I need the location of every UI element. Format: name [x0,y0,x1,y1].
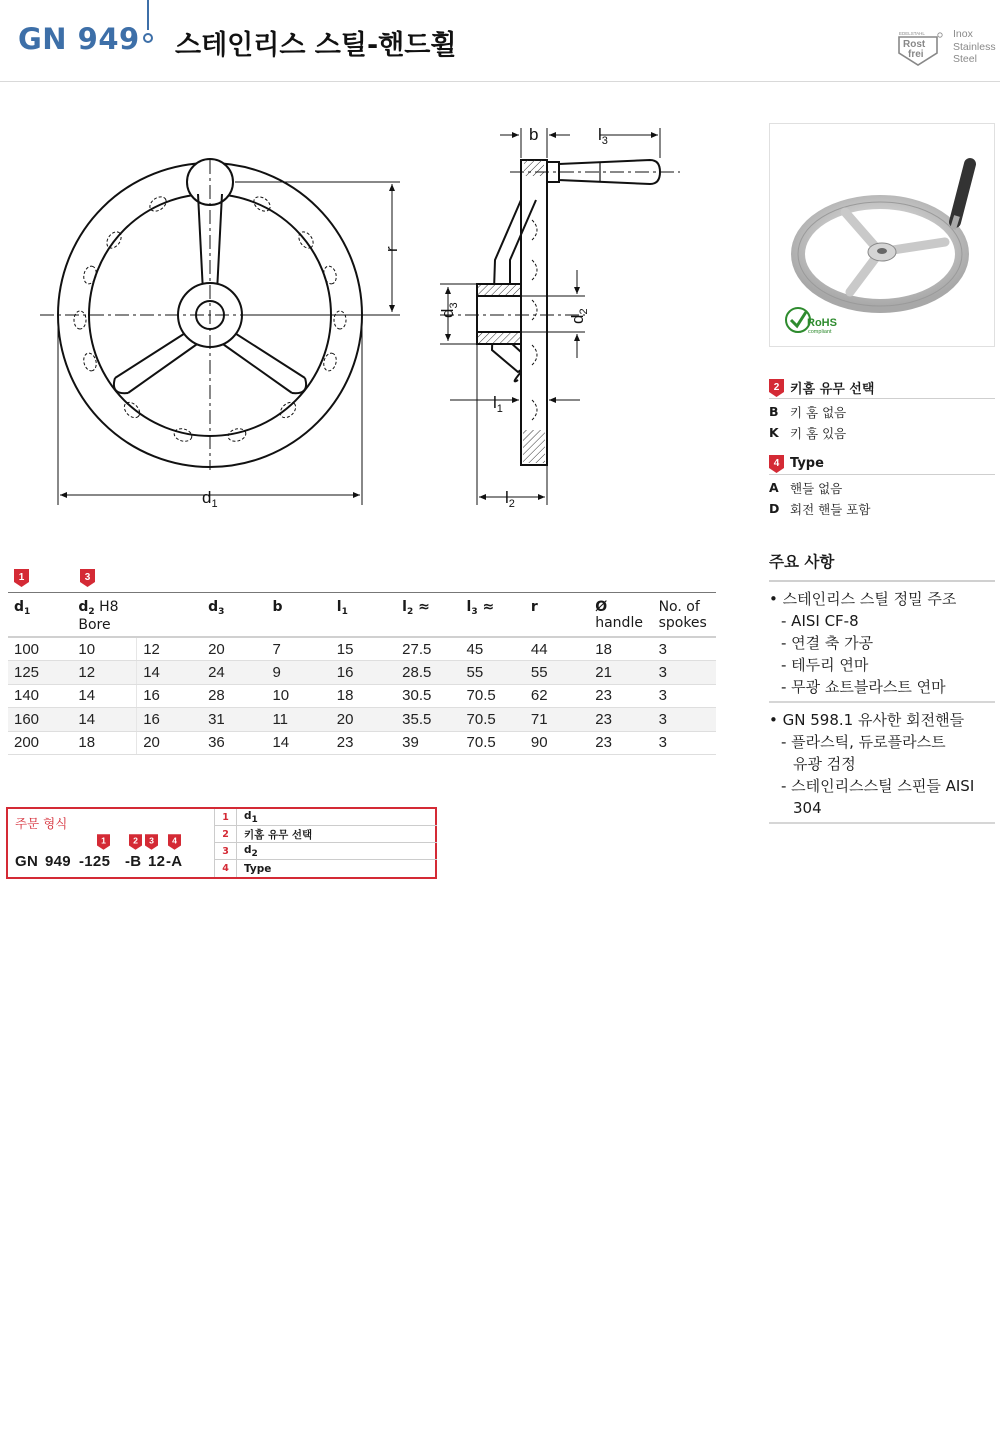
marker-number: 1 [18,572,25,583]
table-cell: 18 [589,637,652,661]
wheel-side-view [477,160,660,465]
option-key: D [769,501,780,516]
marker-number: 4 [773,457,780,469]
table-cell: 55 [461,661,525,685]
table-cell: 18 [72,731,136,755]
order-legend [214,809,437,877]
dim-l2-letter: l [505,488,509,507]
table-cell: 23 [331,731,396,755]
order-format-label: 주문 형식 [15,816,68,831]
table-cell: 70.5 [461,731,525,755]
table-cell: 100 [8,637,72,661]
dim-l2-sub: 2 [508,498,515,510]
order-code-part: 12 [148,853,166,870]
table-cell: 39 [396,731,460,755]
key-point-sub: - AISI CF-8 [781,612,859,630]
col-spokes [653,593,716,638]
dim-d3-sub: 3 [448,302,460,309]
table-cell: 125 [8,661,72,685]
col-d2-letter: d [78,599,89,615]
option-key: A [769,480,779,495]
badge-top-text: EDELSTAHL [899,31,925,36]
col-d3-sub: 3 [218,607,225,617]
option-label: 키 홈 있음 [790,425,847,441]
dim-d1-sub: 1 [211,498,218,510]
dim-l2-label [505,488,515,510]
key-points-title: 주요 사항 [769,550,995,582]
table-cell: 16 [137,708,202,732]
key-point-sub: - 스테인리스스틸 스핀들 AISI [781,777,975,795]
table-cell: 14 [72,708,136,732]
table-cell: 140 [8,684,72,708]
col-l2 [396,593,460,638]
table-cell: 71 [525,708,589,732]
order-marker-4-icon [168,834,181,850]
col-d1 [8,593,72,638]
marker-number: 3 [149,835,154,846]
table-body [8,637,716,755]
table-cell: 3 [653,661,716,685]
col-l3-letter: l [466,599,472,615]
dim-d1-letter: d [202,488,212,507]
dim-l1-letter: l [493,393,497,412]
order-legend-num: 3 [215,843,237,859]
dim-d2-label [568,308,590,324]
dim-b-label: b [529,125,539,144]
option-row [769,401,995,422]
option-key: B [769,404,779,419]
table-cell: 44 [525,637,589,661]
option-label: 키 홈 없음 [790,404,847,420]
table-header-row [8,593,716,638]
key-point-sub: 304 [793,799,822,817]
page-header [0,0,1000,82]
col-l1-letter: l [336,599,342,615]
table-cell: 9 [266,661,330,685]
order-code-part: -A [166,853,183,870]
key-points [769,550,995,824]
technical-drawing [40,110,730,530]
keyway-options-header [769,377,995,399]
table-cell: 18 [331,684,396,708]
dim-l1-sub: 1 [496,403,503,415]
order-legend-num: 1 [215,809,237,825]
table-cell: 28.5 [396,661,460,685]
option-label: 회전 핸들 포함 [790,501,871,517]
order-legend-row [215,826,437,843]
table-cell: 21 [589,661,652,685]
option-row [769,477,995,498]
col-handle-line1: Ø [595,599,608,615]
header-divider-dot [143,33,153,43]
marker-number: 2 [773,381,780,393]
order-legend-text [237,827,312,842]
marker-number: 3 [84,572,91,583]
order-legend-sub: 2 [251,848,258,859]
type-options-header [769,453,995,475]
badge-caption-line: Stainless [953,40,996,53]
table-cell: 23 [589,731,652,755]
table-cell: 45 [461,637,525,661]
option-key: K [769,425,779,440]
col-r: r [525,593,589,638]
header-divider-line [147,0,149,30]
order-marker-3-icon [145,834,158,850]
badge-line1: Rost [903,39,926,50]
table-row [8,708,716,732]
dim-d2-sub: 2 [578,308,590,315]
table-cell: 14 [266,731,330,755]
col-d3 [202,593,266,638]
table-row [8,637,716,661]
col-l2-sub: 2 [406,607,414,617]
table-cell: 23 [589,684,652,708]
key-point-sub: 유광 검정 [793,755,856,773]
order-code-part: GN [15,853,39,870]
key-point-sub: - 연결 축 가공 [781,634,874,652]
handwheel-photo-icon [770,124,994,346]
col-spokes-line2: spokes [658,615,707,631]
table-row [8,661,716,685]
table-cell: 11 [266,708,330,732]
col-d1-letter: d [14,599,25,615]
order-legend-label: d [244,809,252,822]
col-spokes-line1: No. of [658,599,700,615]
order-legend-label: Type [244,862,272,875]
table-cell: 3 [653,708,716,732]
order-marker-1-icon [97,834,110,850]
table-cell: 10 [72,637,136,661]
rostfrei-badge-icon [897,29,943,67]
table-cell: 27.5 [396,637,460,661]
col-d2-suffix: H8 [94,599,119,615]
table-cell: 31 [202,708,266,732]
key-point-sub: - 플라스틱, 듀로플라스트 [781,733,946,751]
rohs-sub-text: compliant [808,329,832,335]
badge-caption-line: Steel [953,53,977,65]
col-handle-line2: handle [595,615,643,631]
table-cell: 23 [589,708,652,732]
order-code-part: -125 [79,853,111,870]
keyway-options [769,377,995,443]
key-points-group [769,582,995,703]
marker-1-icon [14,569,29,587]
table-cell: 200 [8,731,72,755]
order-legend-sub: 1 [251,814,258,825]
table-cell: 3 [653,684,716,708]
table-cell: 10 [266,684,330,708]
dim-r-label: r [382,246,401,252]
option-row [769,498,995,519]
order-legend-text [237,844,258,859]
page-title: 스테인리스 스틸-핸드휠 [175,30,457,61]
option-label: 핸들 없음 [790,480,843,496]
rohs-text: RoHS [807,317,837,329]
table-cell: 3 [653,637,716,661]
col-l1 [331,593,396,638]
badge-line2: frei [908,49,924,60]
col-d3-letter: d [208,599,219,615]
dim-d1-label [202,488,218,510]
table-cell: 24 [202,661,266,685]
type-options [769,453,995,519]
table-markers [14,569,714,589]
col-d2 [72,593,202,638]
dim-l1-label [493,393,503,415]
table-cell: 35.5 [396,708,460,732]
col-b: b [266,593,330,638]
col-l3-sub: 3 [471,607,478,617]
order-format-box [6,807,437,879]
col-l3-suffix: ≈ [477,599,495,615]
dim-b-l3 [500,128,660,158]
product-code: GN 949 [18,22,140,56]
table-cell: 15 [331,637,396,661]
marker-3-icon [80,569,95,587]
table-cell: 14 [72,684,136,708]
order-code-part: -B [125,853,142,870]
dim-l3-letter: l [598,125,602,144]
key-points-group [769,703,995,824]
col-d2-line2: Bore [78,617,111,633]
table-cell: 90 [525,731,589,755]
col-d2-sub: 2 [88,607,95,617]
table-cell: 20 [331,708,396,732]
table-cell: 20 [202,637,266,661]
order-code-part: 949 [45,853,71,870]
order-legend-num: 4 [215,860,237,877]
badge-caption [953,28,996,66]
table-row [8,731,716,755]
order-legend-text [237,810,258,825]
marker-4-icon [769,455,784,473]
table-cell: 36 [202,731,266,755]
dim-r [235,182,400,315]
table-cell: 70.5 [461,684,525,708]
dim-d2-letter: d [568,314,587,324]
key-point-sub: - 무광 쇼트블라스트 연마 [781,678,946,696]
table-cell: 14 [137,661,202,685]
table-cell: 7 [266,637,330,661]
dim-l3-label [598,125,608,147]
table-cell: 28 [202,684,266,708]
order-legend-row [215,809,437,826]
table-cell: 160 [8,708,72,732]
table-cell: 12 [137,637,202,661]
dimension-table [8,592,716,755]
marker-number: 4 [172,835,177,846]
order-legend-row [215,843,437,860]
table-cell: 55 [525,661,589,685]
col-handle [589,593,652,638]
badge-caption-line: Inox [953,28,973,40]
product-photo [769,123,995,347]
order-legend-row [215,860,437,877]
table-cell: 12 [72,661,136,685]
marker-number: 1 [101,835,106,846]
key-point-main: • 스테인리스 스틸 정밀 주조 [769,590,957,608]
col-d1-sub: 1 [24,607,31,617]
keyway-options-title: 키홈 유무 선택 [790,382,875,397]
order-legend-text [237,863,271,875]
type-options-title: Type [790,456,824,471]
table-cell: 62 [525,684,589,708]
table-cell: 30.5 [396,684,460,708]
dim-d3-letter: d [438,308,457,318]
col-l1-sub: 1 [341,607,348,617]
order-legend-label: 키홈 유무 선택 [244,828,313,841]
marker-2-icon [769,379,784,397]
table-row [8,684,716,708]
dim-d3-label [438,302,460,318]
order-legend-num: 2 [215,826,237,842]
table-cell: 20 [137,731,202,755]
col-l3 [461,593,525,638]
marker-number: 2 [133,835,138,846]
table-cell: 70.5 [461,708,525,732]
col-l2-suffix: ≈ [413,599,430,615]
order-marker-2-icon [129,834,142,850]
table-cell: 3 [653,731,716,755]
table-cell: 16 [137,684,202,708]
order-legend-label: d [244,843,252,856]
table-cell: 16 [331,661,396,685]
key-point-main: • GN 598.1 유사한 회전핸들 [769,711,965,729]
key-point-sub: - 테두리 연마 [781,656,869,674]
dim-l3-sub: 3 [601,135,608,147]
col-l2-letter: l [402,599,407,615]
option-row [769,422,995,443]
